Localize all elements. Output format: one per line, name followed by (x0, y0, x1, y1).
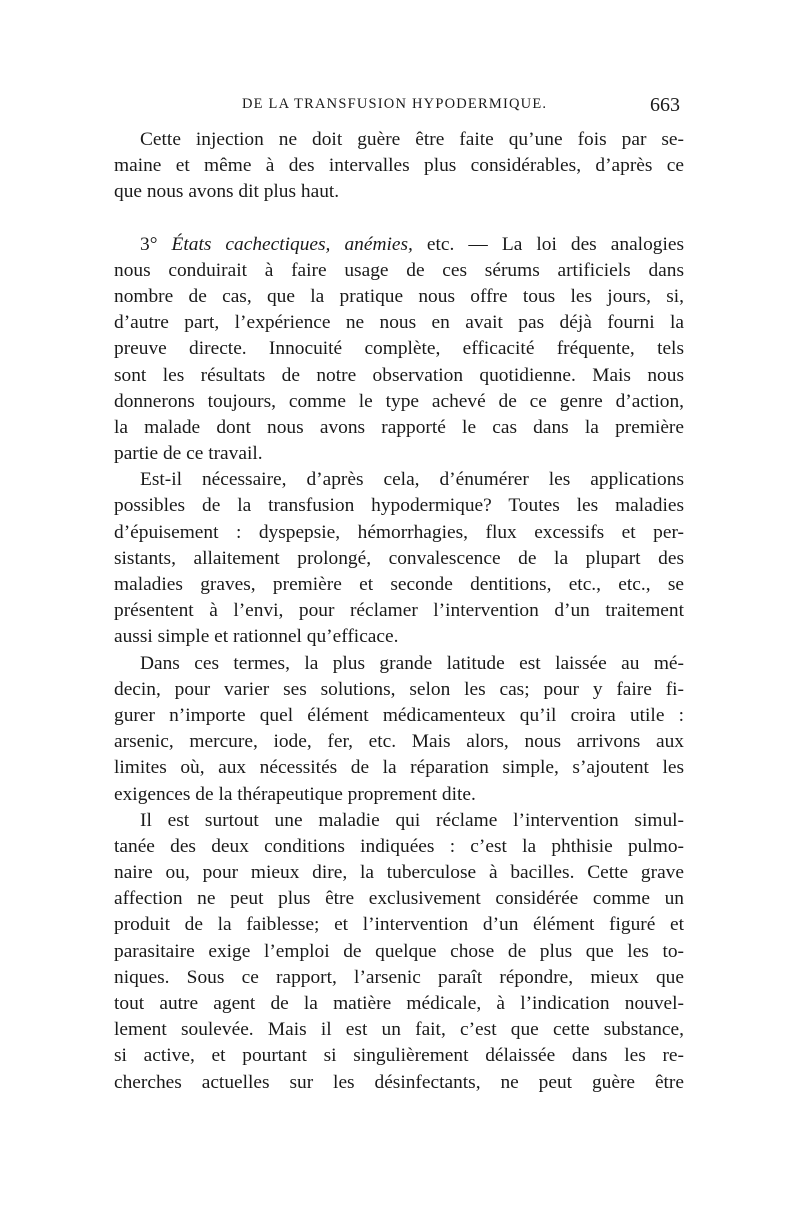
text-line: donnerons toujours, comme le type achevé de ce genre d’action, (114, 390, 684, 412)
text-line: d’autre part, l’expérience ne nous en avait pas déjà fourni la (114, 312, 684, 334)
paragraph (114, 467, 684, 650)
text-line: sistants, allaitement prolongé, convalescence de la plupart des (114, 547, 684, 569)
text-line: parasitaire exige l’emploi de quelque chose de plus que les to- (114, 940, 684, 962)
page-number: 663 (650, 94, 680, 116)
text-line: nombre de cas, que la pratique nous offre tous les jours, si, (114, 285, 684, 307)
section-number: 3° (140, 233, 158, 255)
paragraph (114, 808, 684, 1096)
text-line: aussi simple et rationnel qu’efficace. (114, 626, 399, 648)
text-line: arsenic, mercure, iode, fer, etc. Mais alors, nous arrivons aux (114, 731, 684, 753)
text-line: lement soulevée. Mais il est un fait, c’est que cette substance, (114, 1019, 684, 1041)
text-line: tanée des deux conditions indiquées : c’est la phthisie pulmo- (114, 835, 684, 857)
text-line: si active, et pourtant si singulièrement délaissée dans les re- (114, 1045, 684, 1067)
text-line: d’épuisement : dyspepsie, hémorrhagies, flux excessifs et per- (114, 521, 684, 543)
text-line: Dans ces termes, la plus grande latitude est laissée au mé- (140, 652, 684, 674)
section-spacer (114, 206, 684, 232)
text-line: que nous avons dit plus haut. (114, 181, 340, 203)
text-line: exigences de la thérapeutique proprement dite. (114, 783, 476, 805)
paragraph (114, 651, 684, 808)
text-line: produit de la faiblesse; et l’intervention d’un élément figuré et (114, 914, 684, 936)
text-line: cherches actuelles sur les désinfectants, ne peut guère être (114, 1071, 684, 1093)
text-line: tout autre agent de la matière médicale, à l’indication nouvel- (114, 993, 684, 1014)
text-line: affection ne peut plus être exclusivement considérée comme un (114, 888, 684, 910)
section-heading-line (114, 232, 684, 258)
text-line: partie de ce travail. (114, 443, 263, 465)
text-line: sont les résultats de notre observation quotidienne. Mais nous (114, 364, 684, 386)
text-line: Cette injection ne doit guère être faite qu’une fois par se- (140, 129, 684, 150)
text-line: Est-il nécessaire, d’après cela, d’énumérer les applications (140, 469, 684, 491)
text-line: possibles de la transfusion hypodermique? Toutes les maladies (114, 495, 684, 517)
text-line: naire ou, pour mieux dire, la tuberculose à bacilles. Cette grave (114, 862, 684, 884)
paragraph (114, 127, 684, 206)
text-line: Il est surtout une maladie qui réclame l’intervention simul- (140, 809, 684, 831)
running-title: DE LA TRANSFUSION HYPODERMIQUE. (242, 96, 548, 112)
page-header (112, 94, 686, 122)
paragraph (114, 232, 684, 468)
text-line: limites où, aux nécessités de la réparation simple, s’ajoutent les (114, 757, 684, 779)
section-title: États cachectiques, anémies, (171, 233, 413, 255)
text-line: nous conduirait à faire usage de ces sérums artificiels dans (114, 259, 684, 281)
text-line: présentent à l’envi, pour réclamer l’intervention d’un traitement (114, 600, 684, 622)
text-line: maine et même à des intervalles plus considérables, d’après ce (114, 155, 684, 177)
text-line: gurer n’importe quel élément médicamenteux qu’il croira utile : (114, 704, 684, 726)
section-heading-rest: etc. — La loi des analogies (426, 233, 684, 255)
text-line: niques. Sous ce rapport, l’arsenic paraît répondre, mieux que (114, 966, 684, 988)
text-line: maladies graves, première et seconde dentitions, etc., etc., se (114, 574, 684, 595)
text-line: decin, pour varier ses solutions, selon les cas; pour y faire fi- (114, 678, 684, 700)
text-line: preuve directe. Innocuité complète, efficacité fréquente, tels (114, 338, 684, 360)
text-line: la malade dont nous avons rapporté le cas dans la première (114, 416, 684, 438)
body-text (114, 127, 684, 1096)
